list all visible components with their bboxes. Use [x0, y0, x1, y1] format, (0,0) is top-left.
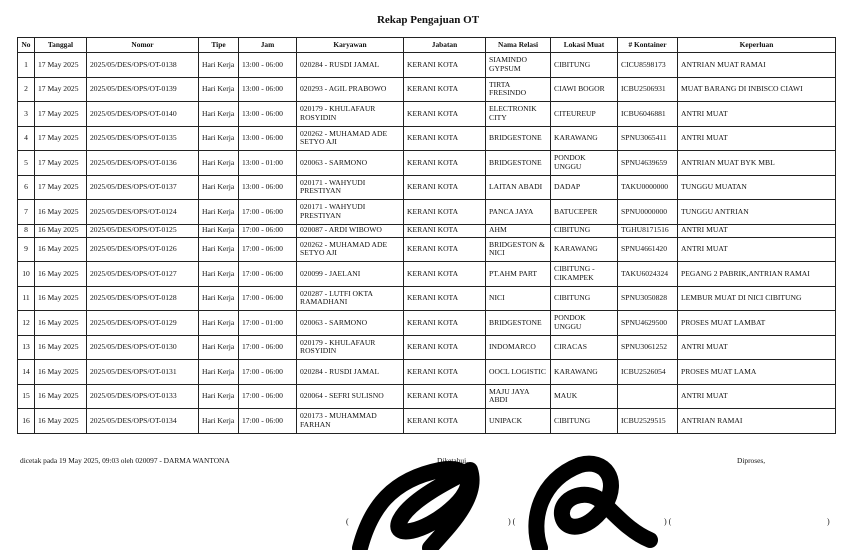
- row-employee: 020284 - RUSDI JAMAL: [297, 360, 404, 385]
- row-relation: UNIPACK: [486, 409, 551, 434]
- row-date: 16 May 2025: [35, 237, 87, 262]
- row-location: PONDOK UNGGU: [551, 311, 618, 336]
- row-no: 9: [18, 237, 35, 262]
- column-header: Tipe: [199, 38, 239, 53]
- known-label: Diketahui,: [437, 456, 468, 465]
- row-date: 16 May 2025: [35, 335, 87, 360]
- row-date: 16 May 2025: [35, 200, 87, 225]
- row-purpose: TUNGGU MUATAN: [678, 175, 836, 200]
- row-time: 13:00 - 06:00: [239, 77, 297, 102]
- row-relation: TIRTA FRESINDO: [486, 77, 551, 102]
- row-position: KERANI KOTA: [404, 224, 486, 237]
- row-position: KERANI KOTA: [404, 311, 486, 336]
- row-purpose: ANTRIAN RAMAI: [678, 409, 836, 434]
- row-relation: NICI: [486, 286, 551, 311]
- row-position: KERANI KOTA: [404, 126, 486, 151]
- row-time: 17:00 - 01:00: [239, 311, 297, 336]
- row-no: 5: [18, 151, 35, 176]
- signature-paren-mid: ) (: [508, 517, 516, 526]
- row-relation: BRIDGESTONE: [486, 126, 551, 151]
- row-position: KERANI KOTA: [404, 53, 486, 78]
- row-location: KARAWANG: [551, 126, 618, 151]
- row-employee: 020262 - MUHAMAD ADE SETYO AJI: [297, 126, 404, 151]
- row-number: 2025/05/DES/OPS/OT-0131: [87, 360, 199, 385]
- row-position: KERANI KOTA: [404, 237, 486, 262]
- row-type: Hari Kerja: [199, 126, 239, 151]
- row-container: ICBU2506931: [618, 77, 678, 102]
- row-no: 4: [18, 126, 35, 151]
- table-row: [18, 311, 836, 336]
- row-container: TGHU8171516: [618, 224, 678, 237]
- row-type: Hari Kerja: [199, 224, 239, 237]
- table-row: [18, 409, 836, 434]
- row-location: CIBITUNG - CIKAMPEK: [551, 262, 618, 287]
- row-container: ICBU2526054: [618, 360, 678, 385]
- row-type: Hari Kerja: [199, 102, 239, 127]
- row-container: CICU8598173: [618, 53, 678, 78]
- row-date: 16 May 2025: [35, 262, 87, 287]
- row-time: 17:00 - 06:00: [239, 200, 297, 225]
- row-relation: OOCL LOGISTIC: [486, 360, 551, 385]
- row-type: Hari Kerja: [199, 237, 239, 262]
- row-relation: LAITAN ABADI: [486, 175, 551, 200]
- row-purpose: ANTRI MUAT: [678, 126, 836, 151]
- row-position: KERANI KOTA: [404, 262, 486, 287]
- row-type: Hari Kerja: [199, 262, 239, 287]
- row-date: 16 May 2025: [35, 409, 87, 434]
- row-container: ICBU6046881: [618, 102, 678, 127]
- row-relation: PANCA JAYA: [486, 200, 551, 225]
- table-row: [18, 286, 836, 311]
- row-type: Hari Kerja: [199, 151, 239, 176]
- row-type: Hari Kerja: [199, 286, 239, 311]
- row-location: MAUK: [551, 384, 618, 409]
- row-relation: INDOMARCO: [486, 335, 551, 360]
- row-relation: ELECTRONIK CITY: [486, 102, 551, 127]
- row-employee: 020099 - JAELANI: [297, 262, 404, 287]
- column-header: Lokasi Muat: [551, 38, 618, 53]
- processed-label: Diproses,: [737, 456, 766, 465]
- row-date: 16 May 2025: [35, 384, 87, 409]
- row-purpose: ANTRI MUAT: [678, 102, 836, 127]
- row-employee: 020262 - MUHAMAD ADE SETYO AJI: [297, 237, 404, 262]
- table-row: [18, 200, 836, 225]
- handwritten-signatures: [330, 440, 660, 550]
- row-relation: PT.AHM PART: [486, 262, 551, 287]
- row-no: 11: [18, 286, 35, 311]
- column-header: Jam: [239, 38, 297, 53]
- row-number: 2025/05/DES/OPS/OT-0136: [87, 151, 199, 176]
- row-date: 17 May 2025: [35, 53, 87, 78]
- row-purpose: ANTRI MUAT: [678, 335, 836, 360]
- row-location: PONDOK UNGGU: [551, 151, 618, 176]
- row-location: CIBITUNG: [551, 286, 618, 311]
- row-date: 16 May 2025: [35, 224, 87, 237]
- signature-scribble-left: [360, 469, 472, 548]
- table-row: [18, 175, 836, 200]
- row-purpose: LEMBUR MUAT DI NICI CIBITUNG: [678, 286, 836, 311]
- row-time: 13:00 - 01:00: [239, 151, 297, 176]
- row-position: KERANI KOTA: [404, 409, 486, 434]
- table-row: [18, 237, 836, 262]
- row-location: DADAP: [551, 175, 618, 200]
- row-container: SPNU3061252: [618, 335, 678, 360]
- row-type: Hari Kerja: [199, 335, 239, 360]
- row-no: 16: [18, 409, 35, 434]
- row-time: 13:00 - 06:00: [239, 53, 297, 78]
- row-location: CIBITUNG: [551, 224, 618, 237]
- row-number: 2025/05/DES/OPS/OT-0129: [87, 311, 199, 336]
- row-location: CIBITUNG: [551, 409, 618, 434]
- row-location: BATUCEPER: [551, 200, 618, 225]
- signature-mark-d: D: [575, 456, 581, 465]
- column-header: Keperluan: [678, 38, 836, 53]
- row-time: 17:00 - 06:00: [239, 262, 297, 287]
- row-date: 16 May 2025: [35, 360, 87, 385]
- row-purpose: ANTRI MUAT: [678, 384, 836, 409]
- ot-table: [17, 37, 836, 434]
- table-row: [18, 335, 836, 360]
- row-employee: 020171 - WAHYUDI PRESTIYAN: [297, 200, 404, 225]
- signature-paren-close: ): [827, 517, 830, 526]
- row-purpose: MUAT BARANG DI INBISCO CIAWI: [678, 77, 836, 102]
- row-date: 16 May 2025: [35, 286, 87, 311]
- signature-scribble-right: [536, 464, 650, 548]
- signature-paren-mid2: ) (: [664, 517, 672, 526]
- row-container: TAKU6024324: [618, 262, 678, 287]
- row-container: SPNU4661420: [618, 237, 678, 262]
- table-row: [18, 360, 836, 385]
- table-row: [18, 77, 836, 102]
- row-no: 1: [18, 53, 35, 78]
- row-employee: 020293 - AGIL PRABOWO: [297, 77, 404, 102]
- row-employee: 020064 - SEFRI SULISNO: [297, 384, 404, 409]
- table-row: [18, 126, 836, 151]
- row-time: 13:00 - 06:00: [239, 126, 297, 151]
- row-no: 13: [18, 335, 35, 360]
- row-location: CIRACAS: [551, 335, 618, 360]
- row-number: 2025/05/DES/OPS/OT-0134: [87, 409, 199, 434]
- row-location: CIBITUNG: [551, 53, 618, 78]
- row-date: 17 May 2025: [35, 102, 87, 127]
- row-position: KERANI KOTA: [404, 384, 486, 409]
- row-number: 2025/05/DES/OPS/OT-0139: [87, 77, 199, 102]
- row-location: CITEUREUP: [551, 102, 618, 127]
- row-relation: BRIDGESTONE: [486, 151, 551, 176]
- row-number: 2025/05/DES/OPS/OT-0127: [87, 262, 199, 287]
- table-row: [18, 262, 836, 287]
- row-number: 2025/05/DES/OPS/OT-0128: [87, 286, 199, 311]
- row-container: SPNU0000000: [618, 200, 678, 225]
- row-date: 17 May 2025: [35, 77, 87, 102]
- row-position: KERANI KOTA: [404, 335, 486, 360]
- row-employee: 020171 - WAHYUDI PRESTIYAN: [297, 175, 404, 200]
- row-number: 2025/05/DES/OPS/OT-0126: [87, 237, 199, 262]
- row-no: 7: [18, 200, 35, 225]
- column-header: # Kontainer: [618, 38, 678, 53]
- row-container: TAKU0000000: [618, 175, 678, 200]
- row-time: 17:00 - 06:00: [239, 237, 297, 262]
- row-number: 2025/05/DES/OPS/OT-0125: [87, 224, 199, 237]
- row-container: SPNU3050828: [618, 286, 678, 311]
- row-relation: BRIDGESTON & NICI: [486, 237, 551, 262]
- row-no: 6: [18, 175, 35, 200]
- row-type: Hari Kerja: [199, 409, 239, 434]
- column-header: Jabatan: [404, 38, 486, 53]
- row-date: 17 May 2025: [35, 151, 87, 176]
- column-header: No: [18, 38, 35, 53]
- row-purpose: ANTRIAN MUAT BYK MBL: [678, 151, 836, 176]
- row-date: 17 May 2025: [35, 126, 87, 151]
- row-type: Hari Kerja: [199, 384, 239, 409]
- row-relation: BRIDGESTONE: [486, 311, 551, 336]
- row-no: 15: [18, 384, 35, 409]
- row-type: Hari Kerja: [199, 77, 239, 102]
- table-row: [18, 102, 836, 127]
- row-type: Hari Kerja: [199, 360, 239, 385]
- table-row: [18, 151, 836, 176]
- row-time: 17:00 - 06:00: [239, 224, 297, 237]
- row-number: 2025/05/DES/OPS/OT-0124: [87, 200, 199, 225]
- row-date: 17 May 2025: [35, 175, 87, 200]
- table-body: [18, 53, 836, 434]
- table-row: [18, 384, 836, 409]
- row-purpose: ANTRI MUAT: [678, 237, 836, 262]
- row-purpose: ANTRIAN MUAT RAMAI: [678, 53, 836, 78]
- row-type: Hari Kerja: [199, 200, 239, 225]
- row-employee: 020284 - RUSDI JAMAL: [297, 53, 404, 78]
- row-time: 17:00 - 06:00: [239, 360, 297, 385]
- row-number: 2025/05/DES/OPS/OT-0130: [87, 335, 199, 360]
- row-location: KARAWANG: [551, 237, 618, 262]
- row-purpose: ANTRI MUAT: [678, 224, 836, 237]
- row-employee: 020173 - MUHAMMAD FARHAN: [297, 409, 404, 434]
- row-employee: 020063 - SARMONO: [297, 311, 404, 336]
- row-purpose: PROSES MUAT LAMBAT: [678, 311, 836, 336]
- row-position: KERANI KOTA: [404, 286, 486, 311]
- row-time: 13:00 - 06:00: [239, 175, 297, 200]
- row-container: SPNU4639659: [618, 151, 678, 176]
- row-number: 2025/05/DES/OPS/OT-0135: [87, 126, 199, 151]
- row-relation: AHM: [486, 224, 551, 237]
- row-no: 8: [18, 224, 35, 237]
- row-no: 10: [18, 262, 35, 287]
- column-header: Nama Relasi: [486, 38, 551, 53]
- row-location: CIAWI BOGOR: [551, 77, 618, 102]
- row-time: 17:00 - 06:00: [239, 335, 297, 360]
- row-no: 14: [18, 360, 35, 385]
- row-no: 12: [18, 311, 35, 336]
- row-position: KERANI KOTA: [404, 151, 486, 176]
- row-time: 17:00 - 06:00: [239, 409, 297, 434]
- column-header: Tanggal: [35, 38, 87, 53]
- row-employee: 020179 - KHULAFAUR ROSYIDIN: [297, 335, 404, 360]
- printed-info: dicetak pada 19 May 2025, 09:03 oleh 020097 - DARMA WANTONA: [20, 456, 230, 465]
- row-container: SPNU3065411: [618, 126, 678, 151]
- row-position: KERANI KOTA: [404, 360, 486, 385]
- row-number: 2025/05/DES/OPS/OT-0138: [87, 53, 199, 78]
- row-number: 2025/05/DES/OPS/OT-0140: [87, 102, 199, 127]
- row-no: 3: [18, 102, 35, 127]
- row-employee: 020287 - LUTFI OKTA RAMADHANI: [297, 286, 404, 311]
- row-position: KERANI KOTA: [404, 77, 486, 102]
- row-number: 2025/05/DES/OPS/OT-0137: [87, 175, 199, 200]
- table-row: [18, 53, 836, 78]
- column-header: Karyawan: [297, 38, 404, 53]
- row-type: Hari Kerja: [199, 53, 239, 78]
- signature-paren-open: (: [346, 517, 349, 526]
- row-employee: 020063 - SARMONO: [297, 151, 404, 176]
- table-row: [18, 224, 836, 237]
- row-purpose: PEGANG 2 PABRIK,ANTRIAN RAMAI: [678, 262, 836, 287]
- page-title: Rekap Pengajuan OT: [376, 14, 480, 26]
- row-container: ICBU2529515: [618, 409, 678, 434]
- row-purpose: TUNGGU ANTRIAN: [678, 200, 836, 225]
- row-container: SPNU4629500: [618, 311, 678, 336]
- row-relation: SIAMINDO GYPSUM: [486, 53, 551, 78]
- row-time: 17:00 - 06:00: [239, 286, 297, 311]
- row-type: Hari Kerja: [199, 175, 239, 200]
- table-header-row: [18, 38, 836, 53]
- row-employee: 020087 - ARDI WIBOWO: [297, 224, 404, 237]
- row-no: 2: [18, 77, 35, 102]
- row-position: KERANI KOTA: [404, 175, 486, 200]
- row-position: KERANI KOTA: [404, 200, 486, 225]
- row-container: [618, 384, 678, 409]
- row-number: 2025/05/DES/OPS/OT-0133: [87, 384, 199, 409]
- row-time: 13:00 - 06:00: [239, 102, 297, 127]
- row-position: KERANI KOTA: [404, 102, 486, 127]
- row-type: Hari Kerja: [199, 311, 239, 336]
- column-header: Nomor: [87, 38, 199, 53]
- row-location: KARAWANG: [551, 360, 618, 385]
- row-date: 16 May 2025: [35, 311, 87, 336]
- row-time: 17:00 - 06:00: [239, 384, 297, 409]
- row-purpose: PROSES MUAT LAMA: [678, 360, 836, 385]
- row-employee: 020179 - KHULAFAUR ROSYIDIN: [297, 102, 404, 127]
- row-relation: MAJU JAYA ABDI: [486, 384, 551, 409]
